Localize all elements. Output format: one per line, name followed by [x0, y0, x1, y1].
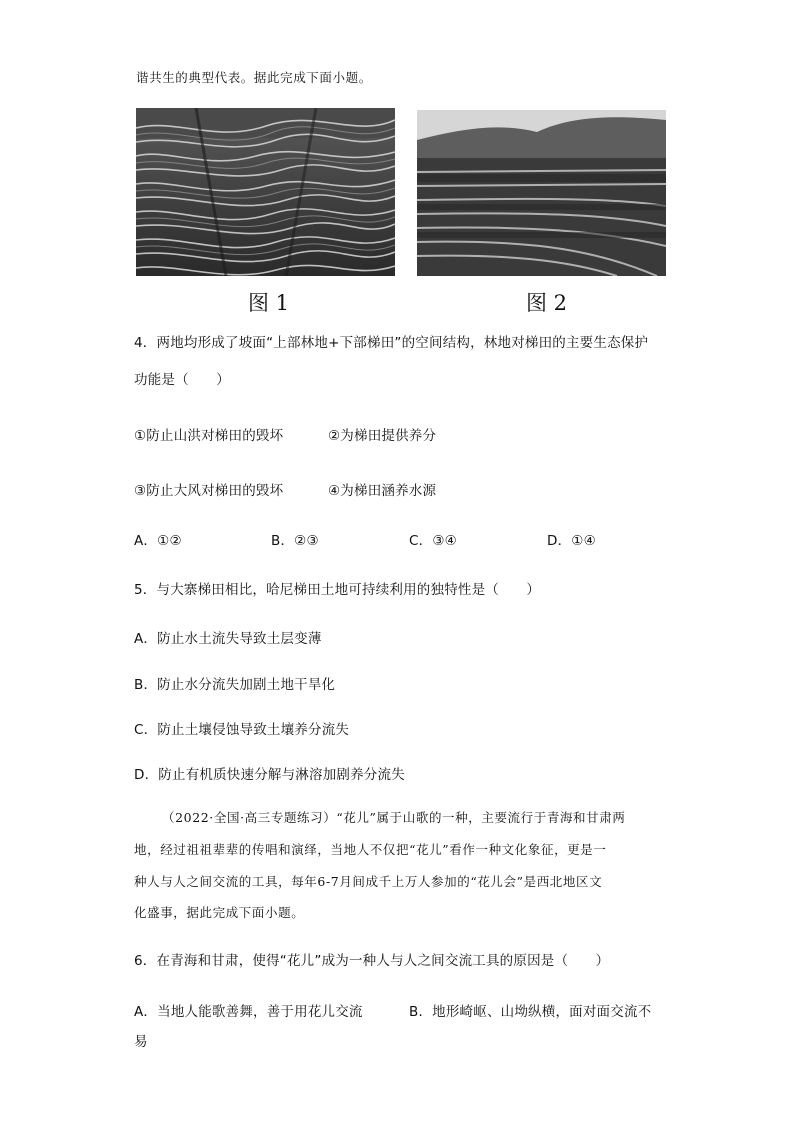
- q6-stem: 6．在青海和甘肃，使得“花儿”成为一种人与人之间交流工具的原因是（ ）: [134, 953, 610, 969]
- passage-line-4: 化盛事，据此完成下面小题。: [134, 905, 305, 920]
- q6-option-b-line2: 易: [134, 1034, 148, 1050]
- q4-statement-3: ③防止大风对梯田的毁坏: [134, 483, 284, 499]
- figure-2-caption: 图 2: [526, 291, 568, 315]
- q4-option-d: D．①④: [547, 533, 596, 549]
- q4-option-c: C．③④: [409, 533, 457, 549]
- q4-statement-1: ①防止山洪对梯田的毁坏: [134, 428, 284, 444]
- passage-intro-tail: 谐共生的典型代表。据此完成下面小题。: [136, 70, 372, 85]
- passage-line-1: （2022·全国·高三专题练习）“花儿”属于山歌的一种，主要流行于青海和甘肃两: [162, 810, 626, 825]
- figure-1-caption: 图 1: [248, 291, 290, 315]
- q5-option-d: D．防止有机质快速分解与淋溶加剧养分流失: [134, 767, 405, 783]
- q5-stem: 5．与大寨梯田相比，哈尼梯田土地可持续利用的独特性是（ ）: [134, 582, 541, 598]
- q6-option-b-line1: B．地形崎岖、山坳纵横，面对面交流不: [409, 1004, 652, 1020]
- q4-statement-4: ④为梯田涵养水源: [328, 483, 437, 499]
- terrace-photo-2: [417, 110, 666, 276]
- q5-option-b: B．防止水分流失加剧土地干旱化: [134, 677, 336, 693]
- terrace-photo-1: [136, 108, 395, 276]
- q5-option-a: A．防止水土流失导致土层变薄: [134, 631, 322, 647]
- q4-stem-line2: 功能是（ ）: [134, 372, 230, 388]
- q5-option-c: C．防止土壤侵蚀导致土壤养分流失: [134, 722, 350, 738]
- passage-line-3: 种人与人之间交流的工具，每年6-7月间成千上万人参加的“花儿会”是西北地区文: [134, 874, 603, 889]
- q4-statement-2: ②为梯田提供养分: [328, 428, 437, 444]
- q4-option-a: A．①②: [134, 533, 182, 549]
- q4-option-b: B．②③: [271, 533, 319, 549]
- q4-stem-line1: 4．两地均形成了坡面“上部林地+下部梯田”的空间结构，林地对梯田的主要生态保护: [134, 335, 649, 351]
- passage-line-2: 地，经过祖祖辈辈的传唱和演绎，当地人不仅把“花儿”看作一种文化象征，更是一: [134, 842, 607, 857]
- q6-option-a: A．当地人能歌善舞，善于用花儿交流: [134, 1004, 363, 1020]
